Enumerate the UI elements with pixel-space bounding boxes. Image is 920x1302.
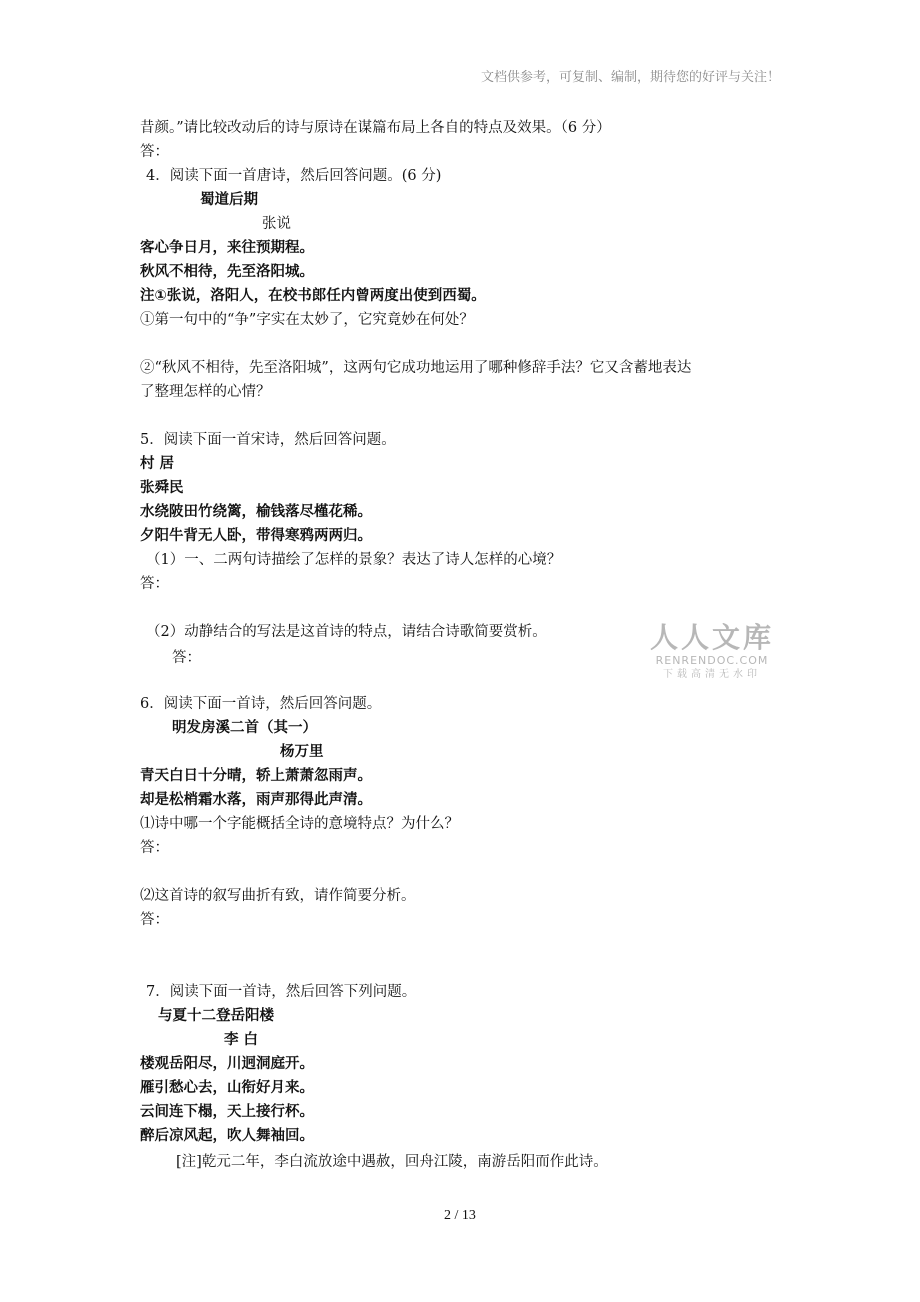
poem-title: 蜀道后期 (200, 192, 258, 208)
poem-line: 青天白日十分晴，轿上萧萧忽雨声。 (140, 768, 372, 784)
question-heading: 4．阅读下面一首唐诗，然后回答问题。(6 分) (146, 168, 442, 184)
poem-author: 张说 (262, 216, 291, 232)
text-line: 了整理怎样的心情？ (140, 384, 271, 400)
page-number: 2 / 13 (444, 1208, 476, 1223)
text-line: 答： (172, 650, 201, 666)
text-line: （1）一、二两句诗描绘了怎样的景象？表达了诗人怎样的心境？ (146, 552, 562, 568)
text-line: 昔颜。”请比较改动后的诗与原诗在谋篇布局上各自的特点及效果。（6 分） (140, 120, 611, 136)
poem-line: 秋风不相待，先至洛阳城。 (140, 264, 314, 280)
text-line: ⑴诗中哪一个字能概括全诗的意境特点？为什么？ (140, 816, 459, 832)
poem-line: 楼观岳阳尽，川迥洞庭开。 (140, 1056, 314, 1072)
poem-line: 客心争日月，来往预期程。 (140, 240, 314, 256)
watermark-logo (650, 622, 774, 682)
watermark-title: 人人文库 (650, 621, 775, 654)
question-heading: 5．阅读下面一首宋诗，然后回答问题。 (140, 432, 396, 448)
question-heading: 7．阅读下面一首诗，然后回答下列问题。 (146, 984, 417, 1000)
text-line: 答： (140, 144, 169, 160)
poem-author: 李 白 (224, 1032, 259, 1048)
poem-line: 却是松梢霜水落，雨声那得此声清。 (140, 792, 372, 808)
poem-title: 与夏十二登岳阳楼 (158, 1008, 274, 1024)
poem-line: 云间连下榻，天上接行杯。 (140, 1104, 314, 1120)
watermark-slogan: 下载高清无水印 (663, 669, 761, 680)
text-line: ②“秋风不相待，先至洛阳城”，这两句它成功地运用了哪种修辞手法？它又含蓄地表达 (140, 360, 692, 376)
poem-line: 夕阳牛背无人卧，带得寒鸦两两归。 (140, 528, 372, 544)
poem-title: 村 居 (140, 456, 175, 472)
text-line: ①第一句中的“争”字实在太妙了，它究竟妙在何处？ (140, 312, 474, 328)
poem-line: 雁引愁心去，山衔好月来。 (140, 1080, 314, 1096)
poem-title: 明发房溪二首（其一） (172, 720, 317, 736)
poem-line: 水绕陂田竹绕篱，榆钱落尽槿花稀。 (140, 504, 372, 520)
poem-line: 醉后凉风起，吹人舞袖回。 (140, 1128, 314, 1144)
text-line: 答： (140, 912, 169, 928)
text-line: ⑵这首诗的叙写曲折有致，请作简要分析。 (140, 888, 416, 904)
poem-author: 杨万里 (280, 744, 324, 760)
watermark-domain: RENRENDOC.COM (655, 654, 769, 667)
question-heading: 6．阅读下面一首诗，然后回答问题。 (140, 696, 382, 712)
page-header: 文档供参考，可复制、编制，期待您的好评与关注！ (480, 70, 780, 85)
text-line: 答： (140, 840, 169, 856)
poem-note: [注]乾元二年，李白流放途中遇赦，回舟江陵，南游岳阳而作此诗。 (176, 1154, 608, 1170)
text-line: （2）动静结合的写法是这首诗的特点，请结合诗歌简要赏析。 (146, 624, 547, 640)
poem-note: 注①张说，洛阳人，在校书郎任内曾两度出使到西蜀。 (140, 288, 486, 304)
text-line: 答： (140, 576, 169, 592)
poem-author: 张舜民 (140, 480, 184, 496)
